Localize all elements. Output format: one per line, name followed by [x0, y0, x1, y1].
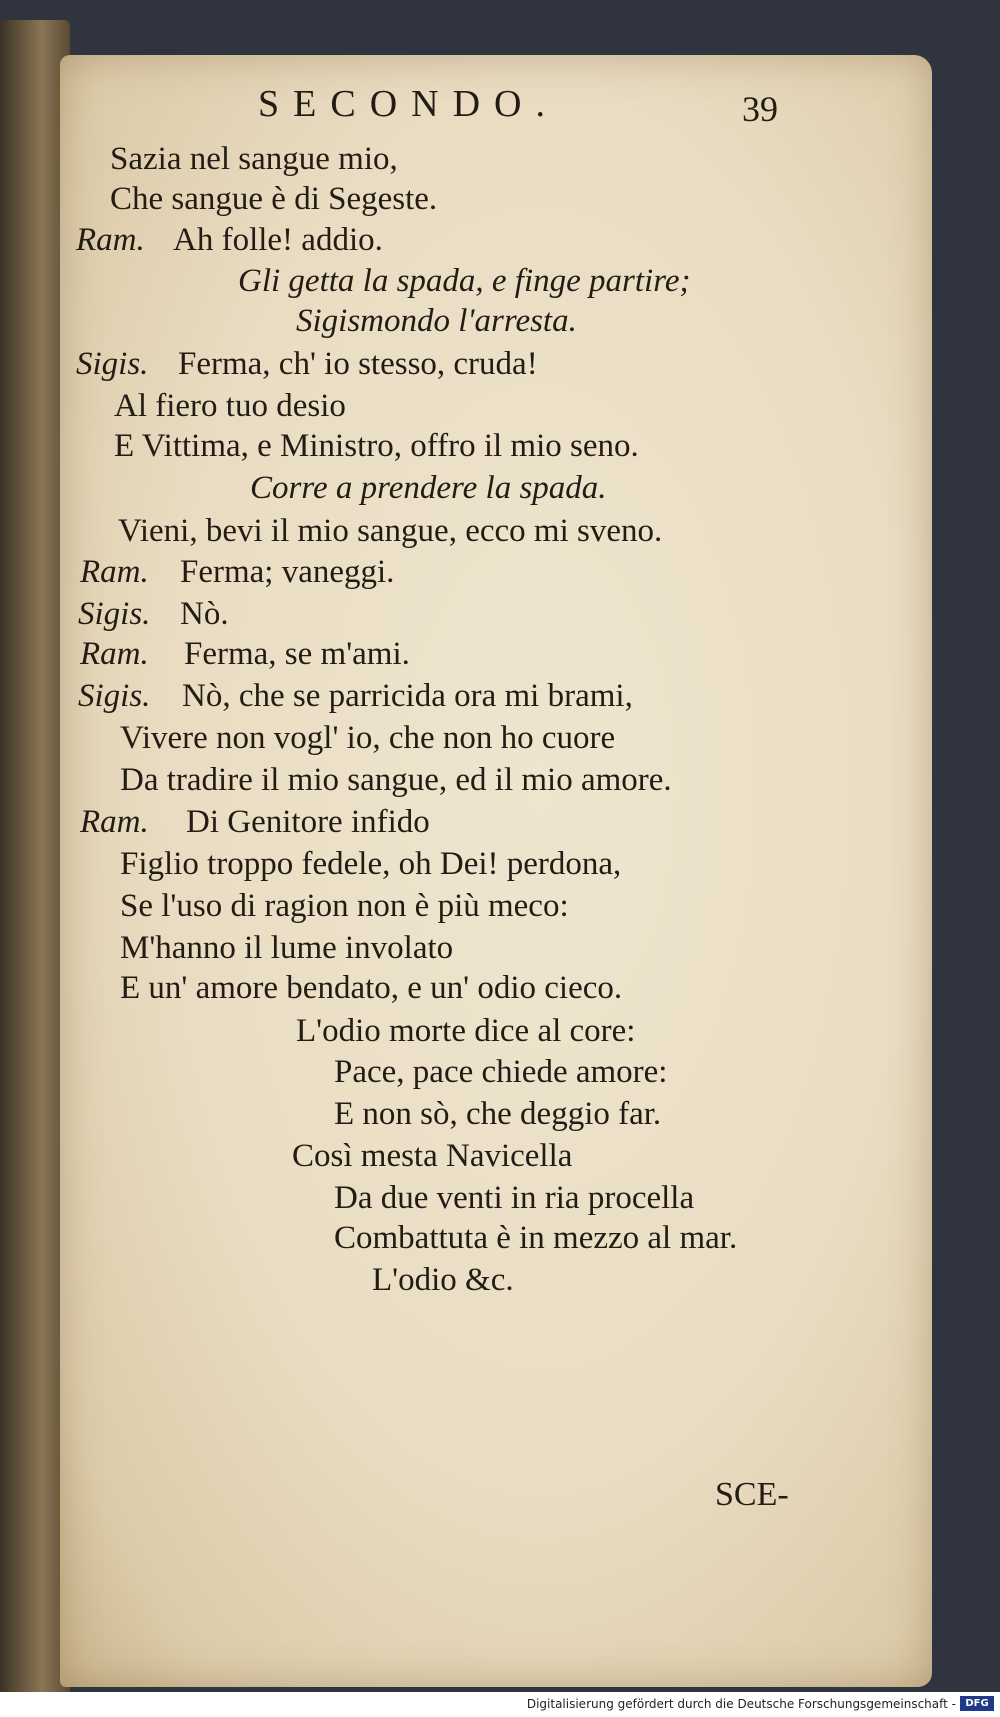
verse-line: Ferma, ch' io stesso, cruda! — [178, 346, 538, 382]
verse-line: Vivere non vogl' io, che non ho cuore — [120, 720, 616, 756]
speaker-label: Ram. — [80, 554, 149, 590]
dfg-logo: DFG — [960, 1696, 994, 1711]
stage-direction: Gli getta la spada, e finge partire; — [238, 263, 691, 299]
verse-line: Da tradire il mio sangue, ed il mio amore. — [120, 762, 672, 798]
verse-line: Nò. — [180, 596, 229, 632]
verse-line: Combattuta è in mezzo al mar. — [334, 1220, 738, 1256]
verse-line: Nò, che se parricida ora mi brami, — [182, 678, 633, 714]
verse-line: Figlio troppo fedele, oh Dei! perdona, — [120, 846, 622, 882]
stage-direction: Sigismondo l'arresta. — [296, 303, 577, 339]
verse-line: Pace, pace chiede amore: — [334, 1054, 668, 1090]
speaker-label: Sigis. — [78, 596, 151, 632]
verse-line: Sazia nel sangue mio, — [110, 141, 398, 177]
verse-line: M'hanno il lume involato — [120, 930, 454, 966]
speaker-label: Sigis. — [78, 678, 151, 714]
funding-credit: Digitalisierung gefördert durch die Deutsche Forschungsgemeinschaft - — [526, 1697, 956, 1711]
speaker-label: Ram. — [80, 804, 149, 840]
verse-line: Così mesta Navicella — [292, 1138, 573, 1174]
verse-line: Da due venti in ria procella — [334, 1180, 695, 1216]
stage-direction: Corre a prendere la spada. — [250, 470, 607, 506]
speaker-label: Ram. — [76, 222, 145, 258]
verse-line: E non sò, che deggio far. — [334, 1096, 662, 1132]
verse-line: Che sangue è di Segeste. — [110, 181, 438, 217]
catchword: SCE- — [715, 1476, 789, 1513]
running-title: SECONDO. — [258, 83, 559, 125]
verse-line: E un' amore bendato, e un' odio cieco. — [120, 970, 623, 1006]
verse-line: Ah folle! addio. — [173, 222, 383, 258]
speaker-label: Ram. — [80, 636, 149, 672]
verse-line: L'odio &c. — [372, 1262, 514, 1298]
speaker-label: Sigis. — [76, 346, 149, 382]
page-number: 39 — [742, 89, 778, 129]
verse-line: Se l'uso di ragion non è più meco: — [120, 888, 569, 924]
footer-bar — [0, 1692, 1000, 1717]
verse-line: Di Genitore infido — [186, 804, 430, 840]
verse-line: Al fiero tuo desio — [114, 388, 346, 424]
verse-line: Ferma; vaneggi. — [180, 554, 395, 590]
verse-line: Ferma, se m'ami. — [184, 636, 410, 672]
verse-line: E Vittima, e Ministro, offro il mio seno. — [114, 428, 639, 464]
verse-line: L'odio morte dice al core: — [296, 1013, 636, 1049]
verse-line: Vieni, bevi il mio sangue, ecco mi sveno. — [118, 513, 663, 549]
